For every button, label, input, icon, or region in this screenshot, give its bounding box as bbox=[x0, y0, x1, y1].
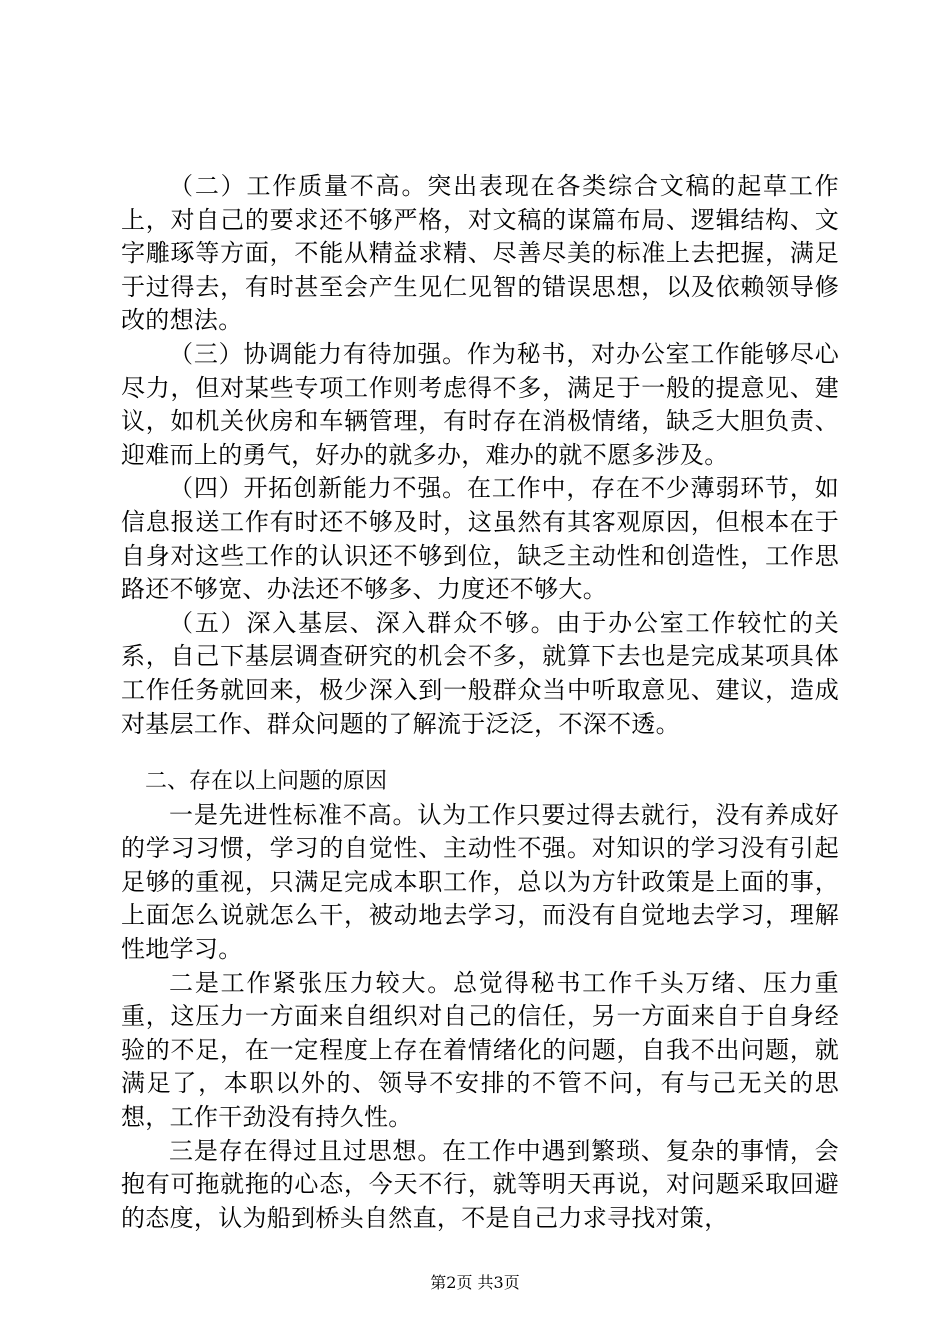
paragraph-grassroots: （五）深入基层、深入群众不够。由于办公室工作较忙的关系，自己下基层调查研究的机会不多，就算下去也是完成某项具体工作任务就回来，极少深入到一般群众当中听取意见、建议，造成对基层工作、群众问题的了解流于泛泛，不深不透。 bbox=[121, 608, 839, 738]
paragraph-work-quality: （二）工作质量不高。突出表现在各类综合文稿的起草工作上，对自己的要求还不够严格，对文稿的谋篇布局、逻辑结构、文字雕琢等方面，不能从精益求精、尽善尽美的标准上去把握，满足于过得去，有时甚至会产生见仁见智的错误思想，以及依赖领导修改的想法。 bbox=[121, 172, 839, 335]
paragraph-reason-three: 三是存在得过且过思想。在工作中遇到繁琐、复杂的事情，会抱有可拖就拖的心态，今天不行，就等明天再说，对问题采取回避的态度，认为船到桥头自然直，不是自己力求寻找对策， bbox=[121, 1136, 839, 1232]
section-heading: 二、存在以上问题的原因 bbox=[145, 769, 388, 795]
paragraph-innovation: （四）开拓创新能力不强。在工作中，存在不少薄弱环节，如信息报送工作有时还不够及时，这虽然有其客观原因，但根本在于自身对这些工作的认识还不够到位，缺乏主动性和创造性，工作思路还不够宽、办法还不够多、力度还不够大。 bbox=[121, 474, 839, 604]
section-spacer bbox=[121, 741, 839, 765]
page-footer: 第2页 共3页 bbox=[430, 1273, 520, 1292]
paragraph-reason-two: 二是工作紧张压力较大。总觉得秘书工作千头万绪、压力重重，这压力一方面来自组织对自己的信任，另一方面来自于自身经验的不足，在一定程度上存在着情绪化的问题，自我不出问题，就满足了，本职以外的、领导不安排的不管不问，有与己无关的思想，工作干劲没有持久性。 bbox=[121, 968, 839, 1132]
paragraph-reason-one: 一是先进性标准不高。认为工作只要过得去就行，没有养成好的学习习惯，学习的自觉性、主动性不强。对知识的学习没有引起足够的重视，只满足完成本职工作，总以为方针政策是上面的事，上面怎么说就怎么干，被动地去学习，而没有自觉地去学习，理解性地学习。 bbox=[121, 800, 839, 964]
paragraph-coordination: （三）协调能力有待加强。作为秘书，对办公室工作能够尽心尽力，但对某些专项工作则考虑得不多，满足于一般的提意见、建议，如机关伙房和车辆管理，有时存在消极情绪，缺乏大胆负责、迎难而上的勇气，好办的就多办，难办的就不愿多涉及。 bbox=[121, 339, 839, 469]
document-body bbox=[121, 170, 839, 1235]
